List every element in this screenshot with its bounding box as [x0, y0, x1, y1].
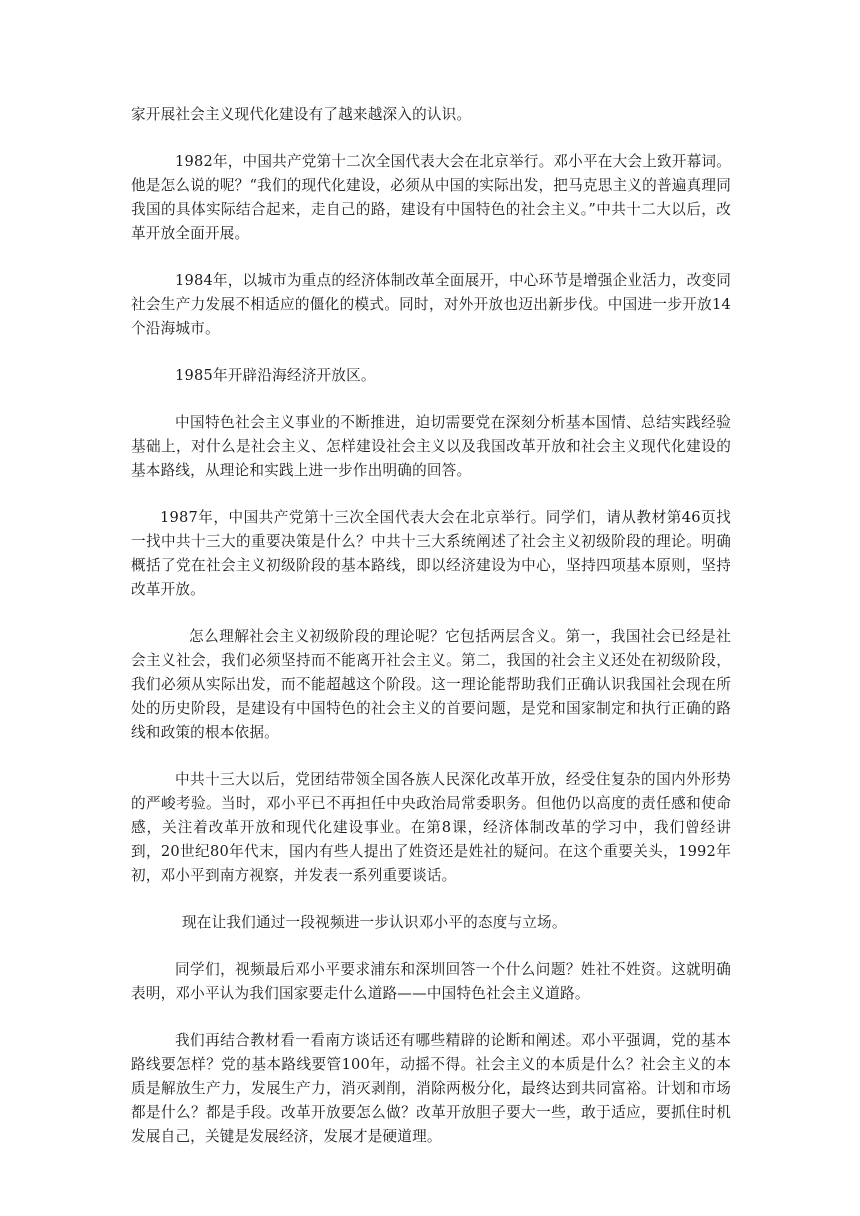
paragraph-4: 1985年开辟沿海经济开放区。: [175, 367, 376, 384]
paragraph-3: 1984年，以城市为重点的经济体制改革全面展开，中心环节是增强企业活力，改变同社会生产力发展不相适应的僵化的模式。同时，对外开放也迈出新步伐。中国进一步开放14个沿海城市。: [131, 272, 731, 337]
paragraph-9: 现在让我们通过一段视频进一步认识邓小平的态度与立场。: [182, 914, 567, 931]
paragraph-7: 怎么理解社会主义初级阶段的理论呢？它包括两层含义。第一，我国社会已经是社会主义社会，我们必须坚持而不能离开社会主义。第二，我国的社会主义还处在初级阶段，我们必须从实际出发，而不能超越这个阶段。这一理论能帮助我们正确认识我国社会现在所处的历史阶段，是建设有中国特色的社会主义的首要问题，是党和国家制定和执行正确的路线和政策的根本依据。: [131, 628, 731, 741]
paragraph-11: 我们再结合教材看一看南方谈话还有哪些精辟的论断和阐述。邓小平强调，党的基本路线要怎样？党的基本路线要管100年，动摇不得。社会主义的本质是什么？社会主义的本质是解放生产力，发展生产力，消灭剥削，消除两极分化，最终达到共同富裕。计划和市场都是什么？都是手段。改革开放要怎么做？改革开放胆子要大一些，敢于适应，要抓住时机发展自己，关键是发展经济，发展才是硬道理。: [131, 1032, 731, 1145]
paragraph-5: 中国特色社会主义事业的不断推进，迫切需要党在深刻分析基本国情、总结实践经验基础上，对什么是社会主义、怎样建设社会主义以及我国改革开放和社会主义现代化建设的基本路线，从理论和实践上进一步作出明确的回答。: [131, 414, 731, 479]
paragraph-1: 家开展社会主义现代化建设有了越来越深入的认识。: [131, 106, 472, 123]
paragraph-6: 1987年，中国共产党第十三次全国代表大会在北京举行。同学们，请从教材第46页找一找中共十三大的重要决策是什么？中共十三大系统阐述了社会主义初级阶段的理论。明确概括了党在社会主义初级阶段的基本路线，即以经济建设为中心，坚持四项基本原则，坚持改革开放。: [131, 509, 731, 598]
paragraph-2: 1982年，中国共产党第十二次全国代表大会在北京举行。邓小平在大会上致开幕词。他是怎么说的呢？“我们的现代化建设，必须从中国的实际出发，把马克思主义的普遍真理同我国的具体实际结合起来，走自己的路，建设有中国特色的社会主义。”中共十二大以后，改革开放全面开展。: [131, 153, 731, 242]
document-body: [131, 103, 731, 1172]
paragraph-10: 同学们，视频最后邓小平要求浦东和深圳回答一个什么问题？姓社不姓资。这就明确表明，邓小平认为我们国家要走什么道路——中国特色社会主义道路。: [131, 961, 731, 1002]
paragraph-8: 中共十三大以后，党团结带领全国各族人民深化改革开放，经受住复杂的国内外形势的严峻考验。当时，邓小平已不再担任中央政治局常委职务。但他仍以高度的责任感和使命感，关注着改革开放和现代化建设事业。在第8课，经济体制改革的学习中，我们曾经讲到，20世纪80年代末，国内有些人提出了姓资还是姓社的疑问。在这个重要关头，1992年初，邓小平到南方视察，并发表一系列重要谈话。: [131, 771, 731, 884]
